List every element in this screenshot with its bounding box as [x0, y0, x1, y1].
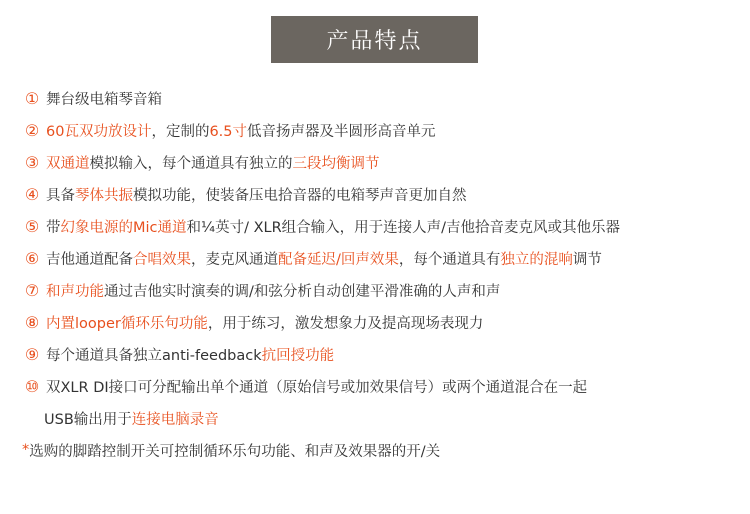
feature-highlight: 60瓦双功放设计 — [46, 123, 152, 140]
feature-number: ⑤ — [24, 216, 40, 236]
feature-item — [22, 114, 742, 146]
feature-number: ⑧ — [24, 312, 40, 332]
feature-item — [22, 146, 742, 178]
feature-text: 每个通道具备独立anti-feedback — [46, 347, 262, 364]
feature-highlight: 双通道 — [46, 155, 90, 172]
feature-number: ③ — [24, 152, 40, 172]
feature-text: 和¼英寸/ XLR组合输入，用于连接人声/吉他拾音麦克风或其他乐器 — [186, 219, 621, 236]
feature-text: 双XLR DI接口可分配输出单个通道（原始信号或加效果信号）或两个通道混合在一起 — [46, 379, 588, 396]
feature-text: 调节 — [572, 251, 602, 268]
feature-item — [22, 274, 742, 306]
feature-item — [22, 242, 742, 274]
feature-highlight: 内置looper循环乐句功能 — [46, 315, 208, 332]
feature-item — [22, 306, 742, 338]
feature-item — [22, 178, 742, 210]
feature-highlight: 连接电脑录音 — [131, 411, 219, 428]
feature-highlight: 6.5寸 — [209, 123, 248, 140]
feature-item — [22, 370, 742, 402]
feature-number: ② — [24, 120, 40, 140]
feature-highlight: 琴体共振 — [75, 187, 133, 204]
footnote-text: 选购的脚踏控制开关可控制循环乐句功能、和声及效果器的开/关 — [29, 443, 441, 460]
feature-highlight: 合唱效果 — [133, 251, 191, 268]
feature-number: ⑨ — [24, 344, 40, 364]
feature-list — [22, 82, 742, 466]
feature-highlight: 和声功能 — [46, 283, 104, 300]
feature-number: ⑦ — [24, 280, 40, 300]
feature-text: ，定制的 — [151, 123, 210, 140]
feature-number: ⑥ — [24, 248, 40, 268]
feature-highlight: 三段均衡调节 — [292, 155, 380, 172]
feature-text: 通过吉他实时演奏的调/和弦分析自动创建平滑准确的人声和声 — [104, 283, 501, 300]
feature-item — [22, 82, 742, 114]
feature-number: ⑩ — [24, 376, 40, 396]
feature-number: ① — [24, 88, 40, 108]
feature-text: 带 — [46, 219, 61, 236]
feature-text: 舞台级电箱琴音箱 — [46, 91, 162, 108]
feature-text: ，每个通道具有 — [398, 251, 501, 268]
page-title-box — [271, 16, 478, 63]
footnote — [22, 434, 742, 466]
feature-text: USB输出用于 — [44, 411, 132, 428]
feature-highlight: 配备延迟/回声效果 — [278, 251, 399, 268]
feature-continuation — [22, 402, 742, 434]
feature-text: 吉他通道配备 — [46, 251, 133, 268]
feature-text: 模拟功能，使装备压电拾音器的电箱琴声音更加自然 — [133, 187, 467, 204]
feature-highlight: 幻象电源的Mic通道 — [60, 219, 187, 236]
feature-number: ④ — [24, 184, 40, 204]
feature-text: ，用于练习，激发想象力及提高现场表现力 — [207, 315, 484, 332]
feature-highlight: 独立的混响 — [500, 251, 573, 268]
asterisk-mark: * — [22, 442, 30, 458]
feature-text: ，麦克风通道 — [191, 251, 278, 268]
feature-item — [22, 338, 742, 370]
feature-text: 低音扬声器及半圆形高音单元 — [247, 123, 436, 140]
feature-text: 模拟输入，每个通道具有独立的 — [89, 155, 293, 172]
page-title: 产品特点 — [326, 29, 423, 54]
feature-item — [22, 210, 742, 242]
feature-text: 具备 — [46, 187, 75, 204]
feature-highlight: 抗回授功能 — [261, 347, 335, 364]
